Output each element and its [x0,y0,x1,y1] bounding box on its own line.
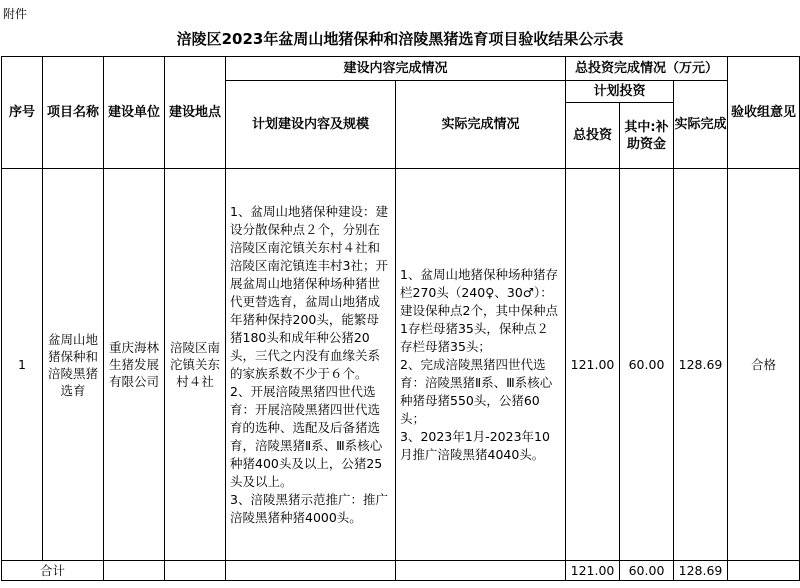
table-row [2,169,800,561]
page-title: 涪陵区2023年盆周山地猪保种和涪陵黑猪选育项目验收结果公示表 [176,30,624,48]
header-actual-content: 实际完成情况 [396,81,566,169]
total-empty-actual [396,561,566,581]
total-label: 合计 [2,561,104,581]
row-total-investment: 121.00 [566,169,620,561]
row-project-name: 盆周山地猪保种和涪陵黑猪选育 [43,169,104,561]
header-acceptance: 验收组意见 [728,57,800,169]
header-seq: 序号 [2,57,43,169]
row-actual-content: 1、盆周山地猪保种场种猪存栏270头（240♀、30♂）：建设保种点2个，其中保种点1存栏母猪35头，保种点２存栏母猪35头； 2、完成涪陵黑猪四世代选育：涪陵黑猪Ⅱ系、Ⅲ系核心种猪母猪550头，公猪60头； 3、2023年1月-2023年10月推广涪陵黑猪4040头。 [396,169,566,561]
total-actual-done-sum: 128.69 [674,561,728,581]
header-project-name: 项目名称 [43,57,104,169]
total-empty-opinion [728,561,800,581]
row-unit: 重庆海林生猪发展有限公司 [104,169,165,561]
total-investment-sum: 121.00 [566,561,620,581]
acceptance-table [1,56,800,581]
row-actual-done: 128.69 [674,169,728,561]
total-empty-location [165,561,226,581]
total-row [2,561,800,581]
header-total-investment: 总投资 [566,103,620,169]
header-subsidy: 其中:补助资金 [620,103,674,169]
total-subsidy-sum: 60.00 [620,561,674,581]
total-empty-plan [226,561,396,581]
attachment-label: 附件 [3,7,28,21]
header-plan-content: 计划建设内容及规模 [226,81,396,169]
header-unit: 建设单位 [104,57,165,169]
row-opinion: 合格 [728,169,800,561]
total-empty-unit [104,561,165,581]
header-content-group: 建设内容完成情况 [226,57,566,81]
header-investment-group: 总投资完成情况（万元） [566,57,728,81]
row-subsidy: 60.00 [620,169,674,561]
row-seq: 1 [2,169,43,561]
row-location: 涪陵区南沱镇关东村４社 [165,169,226,561]
header-planned-investment: 计划投资 [566,81,674,103]
header-actual-done: 实际完成 [674,81,728,169]
header-location: 建设地点 [165,57,226,169]
row-plan-content: 1、盆周山地猪保种建设：建设分散保种点２个，分别在涪陵区南沱镇关东村４社和涪陵区南沱镇连丰村3社；开展盆周山地猪保种场种猪世代更替选育，盆周山地猪成年猪种保持200头，能繁母猪180头和成年种公猪20头，三代之内没有血缘关系的家族系数不少于６个。 2、开展涪陵黑猪四世代选育：开展涪陵黑猪四世代选育的选种、选配及后备猪选育，涪陵黑猪Ⅱ系、Ⅲ系核心种猪400头及以上，公猪25头及以上。 3、涪陵黑猪示范推广：推广涪陵黑猪种猪4000头。 [226,169,396,561]
